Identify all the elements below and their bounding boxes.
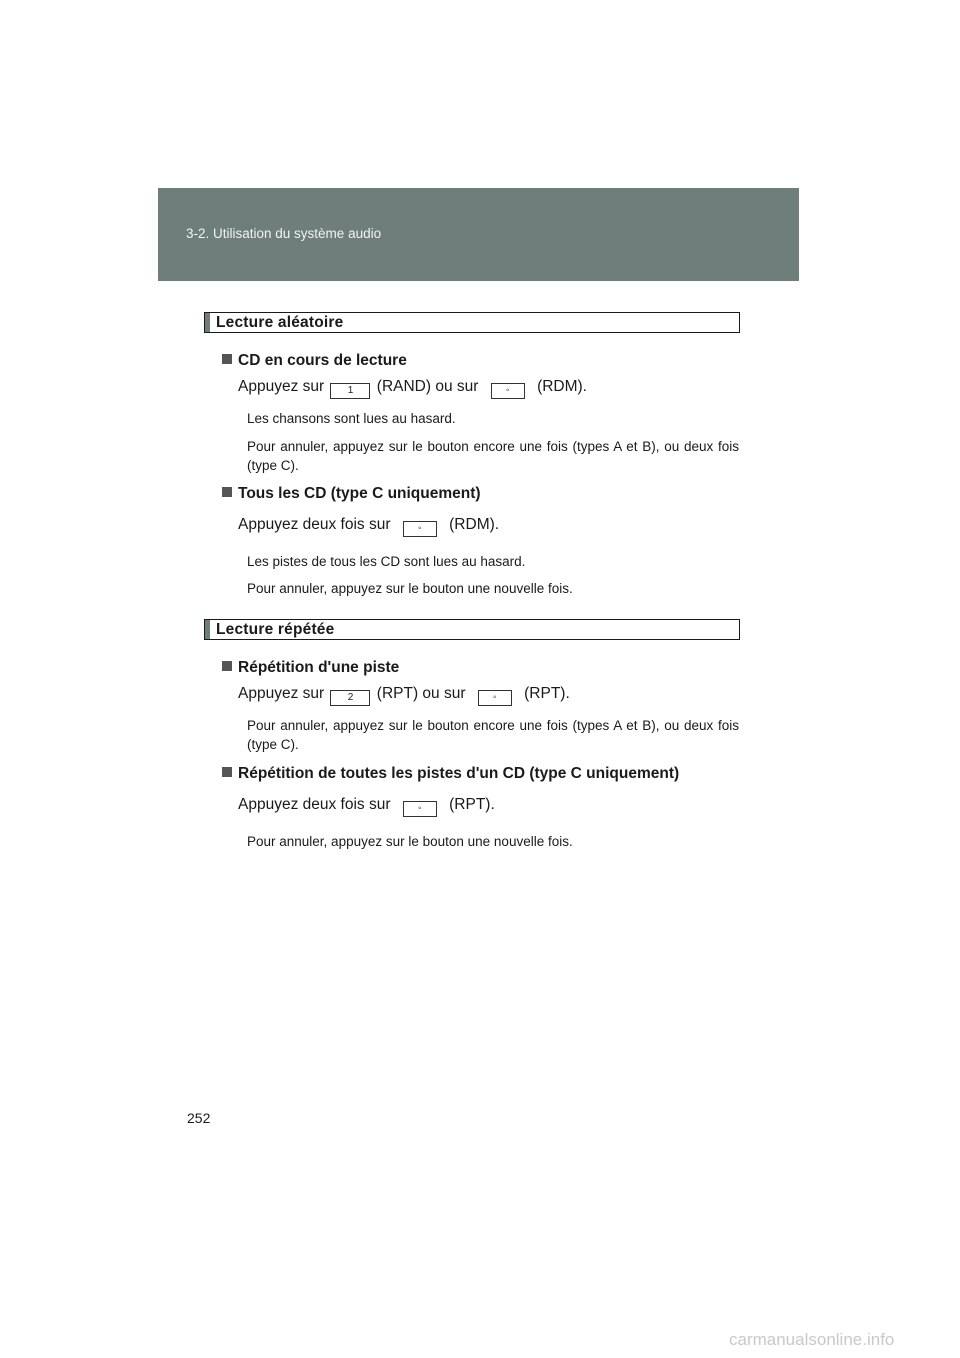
square-bullet-icon bbox=[222, 767, 232, 777]
section-label: 3-2. Utilisation du système audio bbox=[186, 226, 382, 241]
subsection-heading: Répétition de toutes les pistes d'un CD (type C uniquement) bbox=[222, 765, 679, 783]
note-text: Pour annuler, appuyez sur le bouton encore une fois (types A et B), ou deux fois (type C). bbox=[247, 439, 739, 473]
note-text: Pour annuler, appuyez sur le bouton une nouvelle fois. bbox=[247, 834, 573, 849]
disc-button-icon: ◦ bbox=[403, 521, 437, 537]
disc-button-icon: ◦ bbox=[403, 801, 437, 817]
disc-button-icon: ◦ bbox=[491, 383, 525, 399]
watermark: carmanualsonline.info bbox=[729, 1330, 895, 1349]
instruction-line: Appuyez deux fois sur ◦ (RPT). bbox=[238, 796, 495, 817]
square-bullet-icon bbox=[222, 354, 232, 364]
note-text: Les pistes de tous les CD sont lues au hasard. bbox=[247, 554, 526, 569]
preset-button-1-icon: 1 bbox=[330, 383, 370, 399]
subsection-heading: Tous les CD (type C uniquement) bbox=[222, 485, 481, 503]
square-bullet-icon bbox=[222, 487, 232, 497]
title-accent-bar bbox=[205, 313, 210, 332]
instruction-line: Appuyez deux fois sur ◦ (RDM). bbox=[238, 516, 499, 537]
note-text: Pour annuler, appuyez sur le bouton une nouvelle fois. bbox=[247, 581, 573, 596]
section-title: Lecture aléatoire bbox=[216, 314, 344, 331]
preset-button-2-icon: 2 bbox=[330, 690, 370, 706]
note-text: Les chansons sont lues au hasard. bbox=[247, 411, 456, 426]
instruction-line: Appuyez sur 1 (RAND) ou sur ◦ (RDM). bbox=[238, 378, 587, 399]
section-title-box-repeat bbox=[204, 619, 740, 640]
page-number: 252 bbox=[187, 1110, 211, 1126]
section-title: Lecture répétée bbox=[216, 621, 335, 638]
disc-button-icon: ◦ bbox=[478, 690, 512, 706]
note-text: Pour annuler, appuyez sur le bouton encore une fois (types A et B), ou deux fois (type C). bbox=[247, 718, 739, 752]
section-title-box-random bbox=[204, 312, 740, 333]
instruction-line: Appuyez sur 2 (RPT) ou sur ◦ (RPT). bbox=[238, 685, 570, 706]
subsection-heading: CD en cours de lecture bbox=[222, 352, 407, 370]
title-accent-bar bbox=[205, 620, 210, 639]
chapter-header bbox=[158, 188, 799, 281]
subsection-heading: Répétition d'une piste bbox=[222, 659, 399, 677]
square-bullet-icon bbox=[222, 661, 232, 671]
